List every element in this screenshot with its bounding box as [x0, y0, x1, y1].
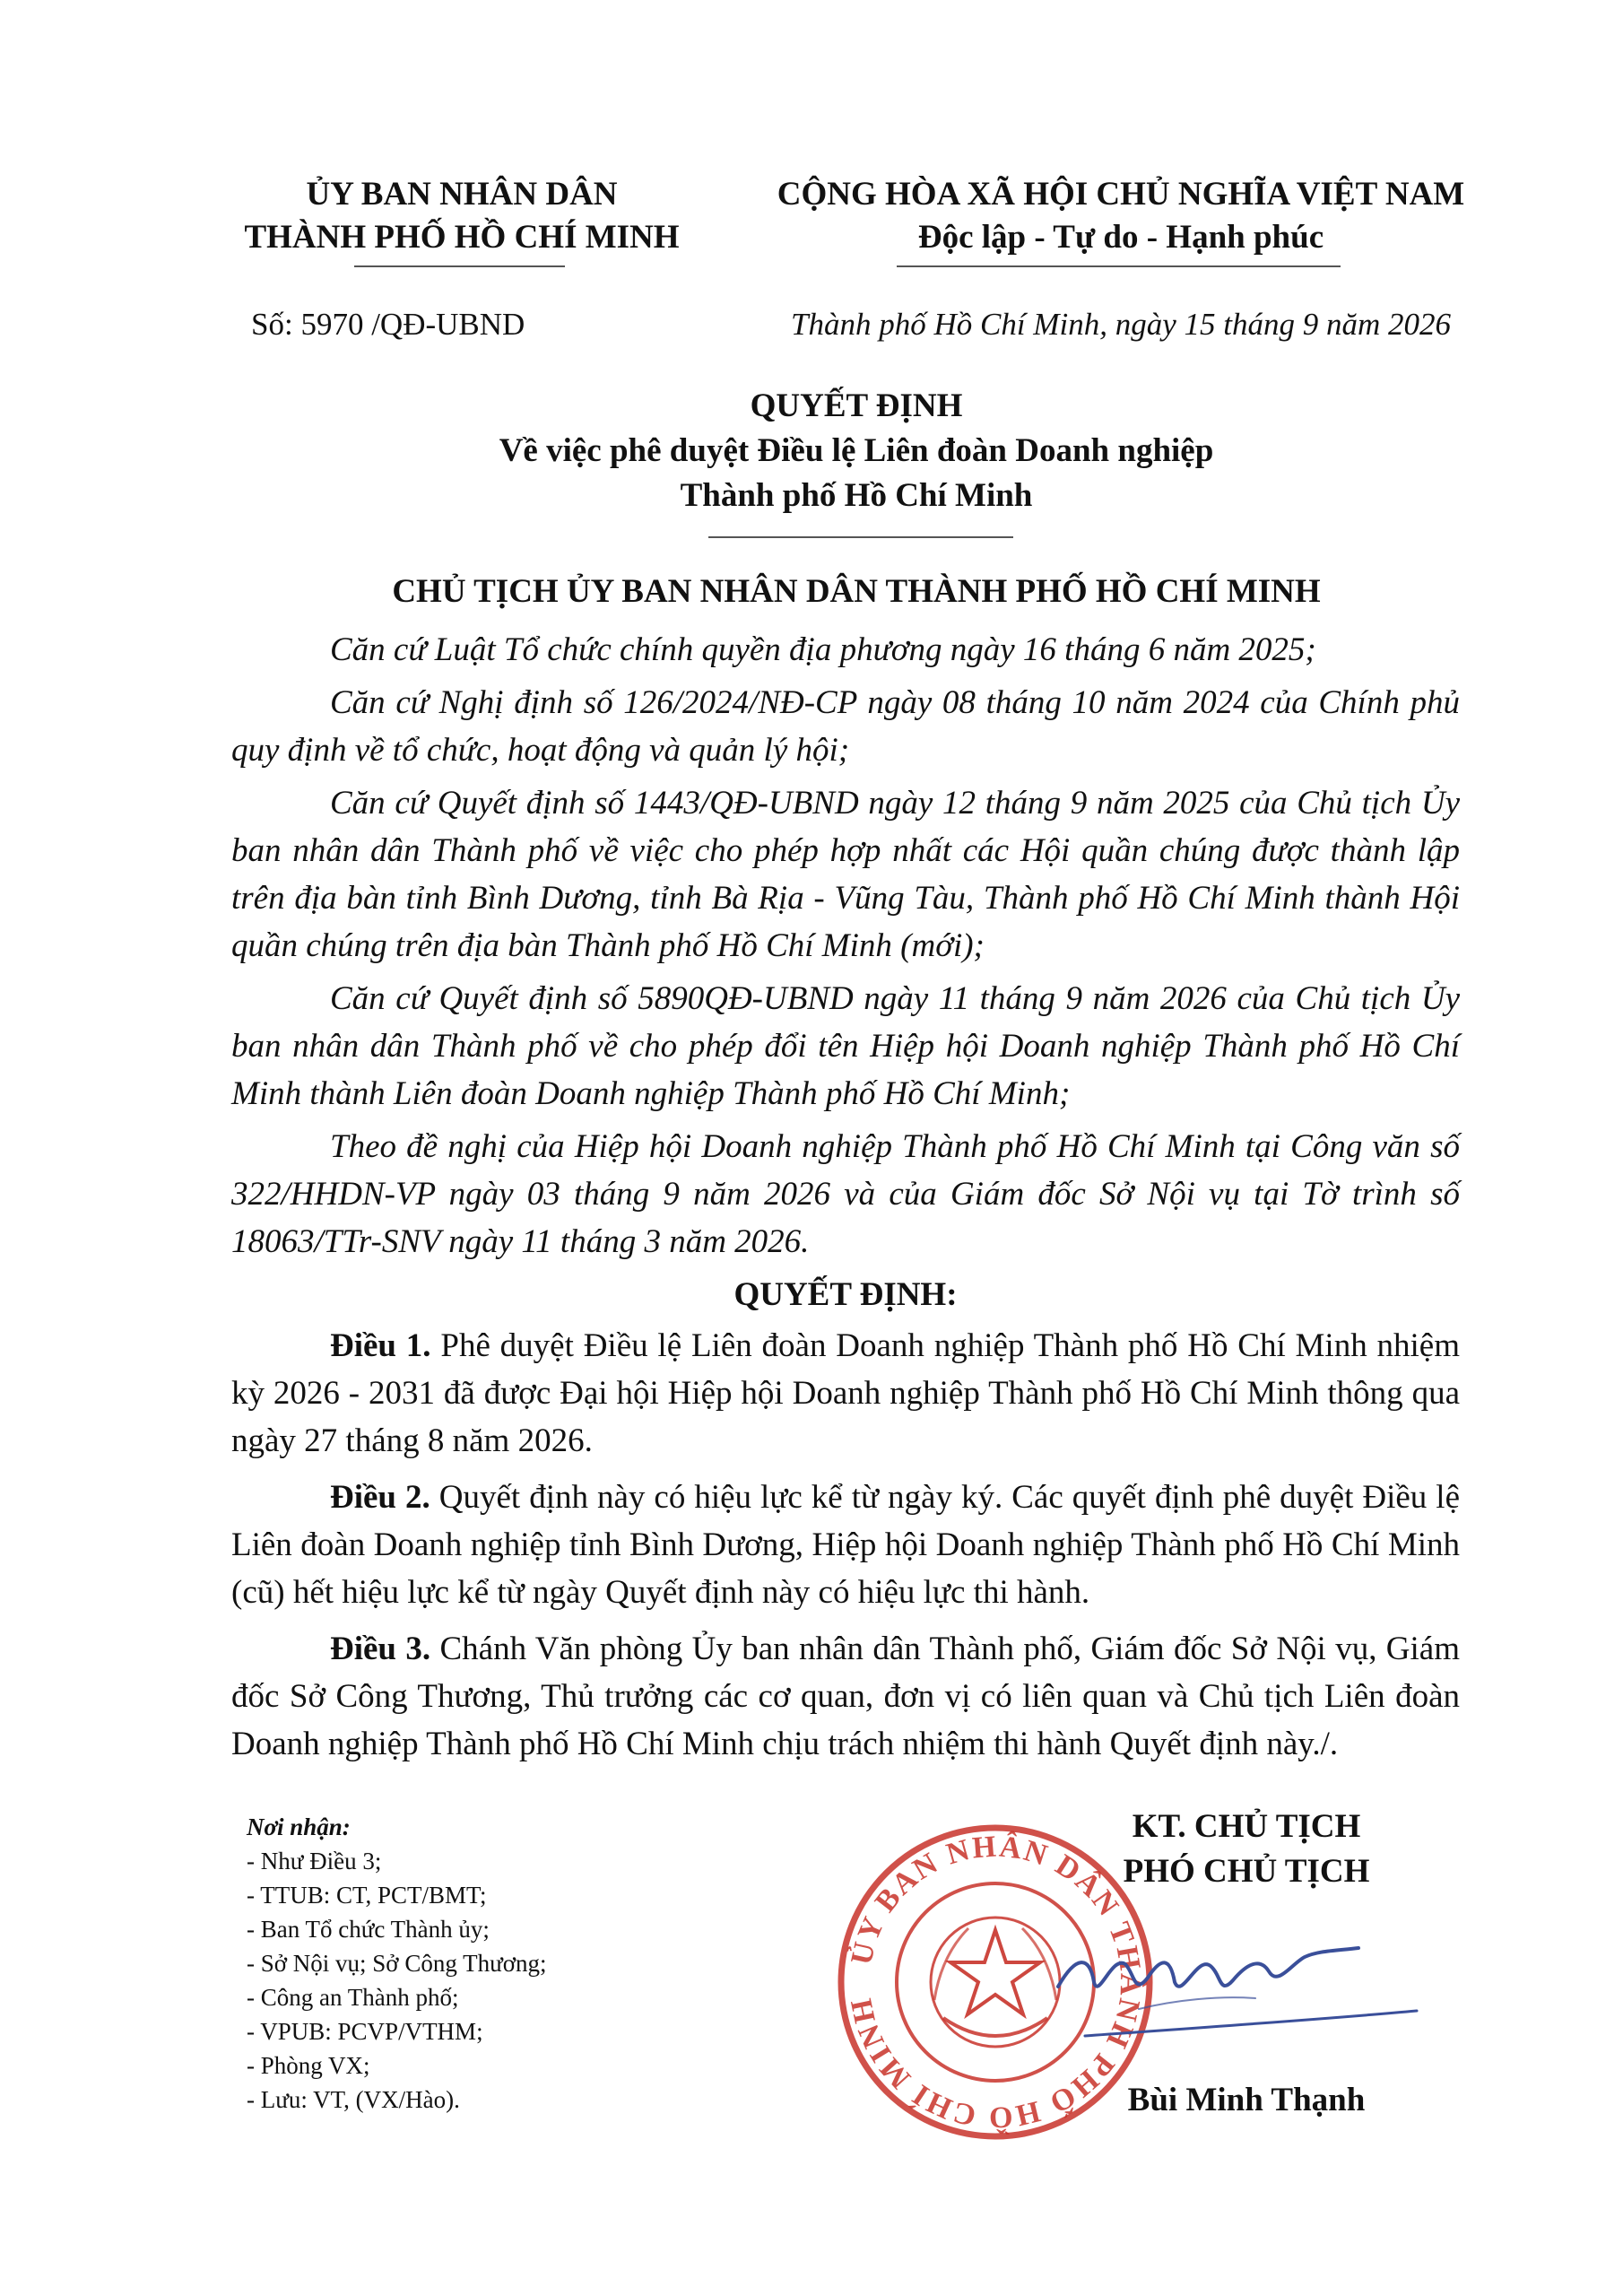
signature-role-1: KT. CHỦ TỊCH	[1132, 1808, 1361, 1845]
document-body	[231, 626, 1460, 1777]
article-1-label: Điều 1.	[330, 1327, 431, 1364]
article-3	[231, 1625, 1460, 1768]
article-1-text: Phê duyệt Điều lệ Liên đoàn Doanh nghiệp Thành phố Hồ Chí Minh nhiệm kỳ 2026 - 2031 đã được Đại hội Hiệp hội Doanh nghiệp Thành phố Hồ Chí Minh thông qua ngày 27 tháng 8 năm 2026.	[231, 1327, 1460, 1459]
signature-role-2: PHÓ CHỦ TỊCH	[1123, 1853, 1370, 1890]
motto-underline	[897, 265, 1341, 267]
handwritten-signature	[1049, 1901, 1426, 2045]
legal-basis-1: Căn cứ Luật Tổ chức chính quyền địa phương ngày 16 tháng 6 năm 2025;	[330, 631, 1316, 668]
article-2-text: Quyết định này có hiệu lực kể từ ngày ký. Các quyết định phê duyệt Điều lệ Liên đoàn Doanh nghiệp tỉnh Bình Dương, Hiệp hội Doanh nghiệp Thành phố Hồ Chí Minh (cũ) hết hiệu lực kể từ ngày Quyết định này có hiệu lực thi hành.	[231, 1479, 1461, 1611]
legal-basis-5: Theo đề nghị của Hiệp hội Doanh nghiệp Thành phố Hồ Chí Minh tại Công văn số 322/HHDN-VP ngày 03 tháng 9 năm 2026 và của Giám đốc Sở Nội vụ tại Tờ trình số 18063/TTr-SNV ngày 11 tháng 3 năm 2026.	[231, 1128, 1460, 1260]
document-number: Số: 5970 /QĐ-UBND	[251, 307, 525, 342]
issuer-line-2: THÀNH PHỐ HỒ CHÍ MINH	[244, 219, 680, 256]
title-line-2: Về việc phê duyệt Điều lệ Liên đoàn Doanh nghiệp	[499, 432, 1214, 469]
authority-heading: CHỦ TỊCH ỦY BAN NHÂN DÂN THÀNH PHỐ HỒ CHÍ MINH	[392, 573, 1321, 610]
article-2-label: Điều 2.	[330, 1479, 430, 1516]
issuer-underline	[354, 265, 565, 267]
national-header	[708, 173, 1533, 259]
title-underline	[708, 536, 1013, 538]
legal-basis-4: Căn cứ Quyết định số 5890QĐ-UBND ngày 11 tháng 9 năm 2026 của Chủ tịch Ủy ban nhân dân Thành phố về cho phép đổi tên Hiệp hội Doanh nghiệp Thành phố Hồ Chí Minh thành Liên đoàn Doanh nghiệp Thành phố Hồ Chí Minh;	[231, 980, 1460, 1112]
national-title: CỘNG HÒA XÃ HỘI CHỦ NGHĨA VIỆT NAM	[777, 176, 1465, 213]
article-1	[231, 1322, 1460, 1465]
article-2	[231, 1474, 1460, 1616]
recipient-item: - VPUB: PCVP/VTHM;	[247, 2018, 483, 2045]
issuer-header	[170, 173, 753, 259]
recipient-item: - Như Điều 3;	[247, 1848, 382, 1874]
legal-basis-2: Căn cứ Nghị định số 126/2024/NĐ-CP ngày 08 tháng 10 năm 2024 của Chính phủ quy định về tổ chức, hoạt động và quản lý hội;	[231, 684, 1460, 769]
recipients-title: Nơi nhận:	[247, 1813, 351, 1840]
recipient-item: - Ban Tổ chức Thành ủy;	[247, 1916, 490, 1943]
date-line: Thành phố Hồ Chí Minh, ngày 15 tháng 9 năm 2026	[791, 307, 1451, 342]
svg-text:ỦY BAN NHÂN DÂN THÀNH PHỐ HỒ C: ỦY BAN NHÂN DÂN THÀNH PHỐ HỒ CHÍ MINH	[844, 1830, 1148, 2135]
issuer-line-1: ỦY BAN NHÂN DÂN	[306, 176, 618, 213]
recipient-item: - Sở Nội vụ; Sở Công Thương;	[247, 1950, 547, 1977]
recipient-item: - Lưu: VT, (VX/Hào).	[247, 2086, 460, 2113]
signer-name: Bùi Minh Thạnh	[1127, 2082, 1366, 2118]
recipient-item: - TTUB: CT, PCT/BMT;	[247, 1882, 487, 1909]
national-motto: Độc lập - Tự do - Hạnh phúc	[917, 219, 1324, 256]
recipients-list	[247, 1810, 547, 2117]
legal-basis-3: Căn cứ Quyết định số 1443/QĐ-UBND ngày 12 tháng 9 năm 2025 của Chủ tịch Ủy ban nhân dân Thành phố về việc cho phép hợp nhất các Hội quần chúng được thành lập trên địa bàn tỉnh Bình Dương, tỉnh Bà Rịa - Vũng Tàu, Thành phố Hồ Chí Minh thành Hội quần chúng trên địa bàn Thành phố Hồ Chí Minh (mới);	[231, 785, 1460, 964]
title-line-3: Thành phố Hồ Chí Minh	[680, 477, 1033, 514]
decision-title	[170, 384, 1542, 518]
decision-label: QUYẾT ĐỊNH:	[733, 1276, 958, 1313]
recipient-item: - Công an Thành phố;	[247, 1984, 459, 2011]
article-3-text: Chánh Văn phòng Ủy ban nhân dân Thành phố, Giám đốc Sở Nội vụ, Giám đốc Sở Công Thương, Thủ trưởng các cơ quan, đơn vị có liên quan và Chủ tịch Liên đoàn Doanh nghiệp Thành phố Hồ Chí Minh chịu trách nhiệm thi hành Quyết định này./.	[231, 1631, 1461, 1762]
signature-block	[995, 1805, 1497, 1894]
recipient-item: - Phòng VX;	[247, 2052, 370, 2079]
title-line-1: QUYẾT ĐỊNH	[750, 387, 963, 424]
article-3-label: Điều 3.	[330, 1631, 431, 1667]
